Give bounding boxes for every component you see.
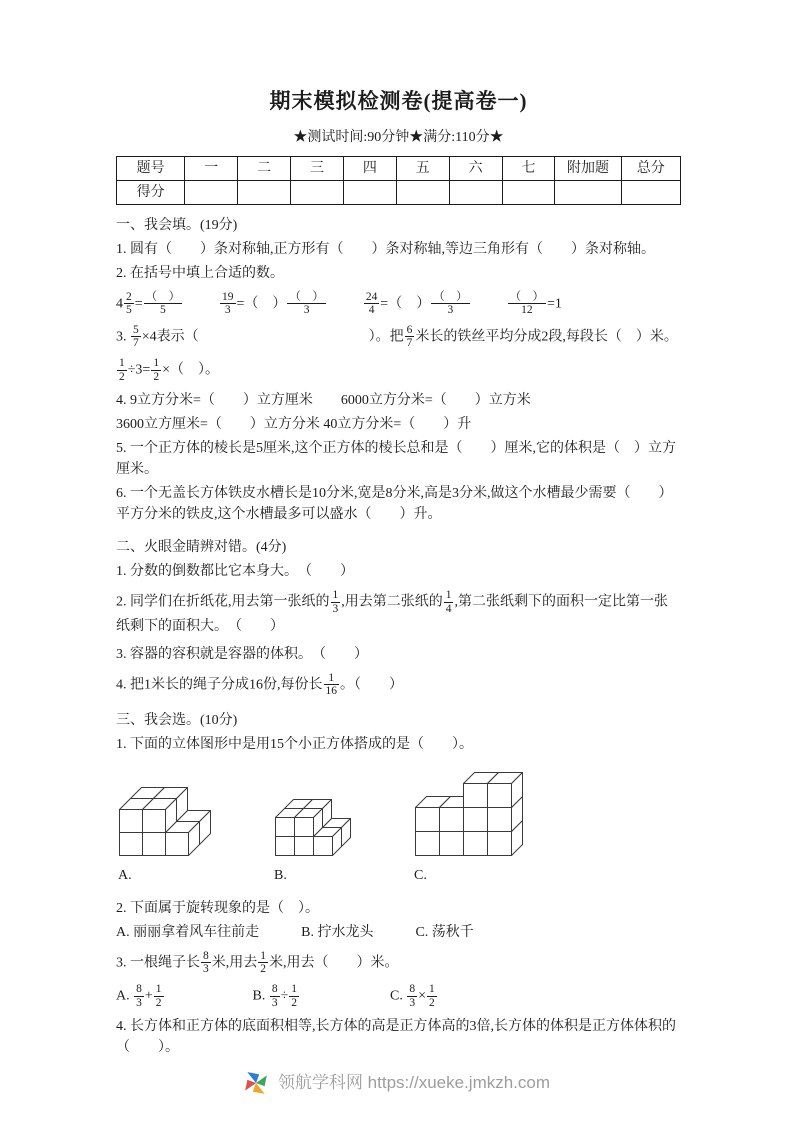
cube-figures-row [118, 771, 681, 886]
score-table-cell: 五 [396, 156, 449, 180]
s1-question-3: 3. $\frac{5}{7}$ ×4表示（ ）。把 $\frac{6}{7}$ 米长的铁丝平均分成2段,每段长（ ）米。 [116, 323, 678, 350]
cube-figure-c-label: C. [414, 867, 427, 883]
score-table-cell: 题号 [117, 156, 185, 180]
score-table-cell: 三 [291, 156, 344, 180]
fraction: $\frac{5}{7}$ [133, 323, 139, 350]
cube-figure-a-drawing [118, 786, 212, 857]
s3-question-3: 3. 一根绳子长 $\frac{8}{3}$ 米,用去 $\frac{1}{2}$ 米,用去（ ）米。 [116, 949, 399, 976]
s3-question-4: 4. 长方体和正方体的底面积相等,长方体的高是正方体高的3倍,长方体的体积是正方体体积的（ ）。 [116, 1019, 676, 1056]
s2-question-4: 4. 把1米长的绳子分成16份,每份长 $\frac{1}{16}$ 。（ ） [116, 671, 403, 698]
score-blank-cell [449, 180, 502, 204]
fraction: $\frac{1}{2}$ [428, 983, 435, 1009]
s3-question-2-options: A. 丽丽拿着风车往前走 B. 拧水龙头 C. 荡秋千 [116, 924, 474, 940]
fraction: $\frac{1}{2}$ [260, 949, 266, 976]
section1-heading: 一、我会填。(19分) [116, 217, 238, 233]
score-label-cell: 得分 [117, 180, 185, 204]
s3-question-1: 1. 下面的立体图形中是用15个小正方体搭成的是（ ）。 [116, 736, 473, 752]
s1-question-2: 2. 在括号中填上合适的数。 [116, 265, 284, 281]
score-table [116, 156, 681, 205]
score-table-cell: 总分 [621, 156, 680, 180]
exam-info-line: ★测试时间:90分钟★满分:110分★ [293, 129, 504, 145]
score-blank-cell [502, 180, 555, 204]
fraction: $\frac{1}{2}$ [291, 983, 297, 1009]
fraction: $\frac{19}{3}$ [222, 290, 234, 317]
score-table-header-row [117, 156, 681, 180]
s1-question-1: 1. 圆有（ ）条对称轴,正方形有（ ）条对称轴,等边三角形有（ ）条对称轴。 [116, 241, 655, 257]
fraction: $\frac{8}{3}$ [409, 983, 416, 1009]
fraction: $\frac{1}{16}$ [325, 671, 337, 698]
fraction: $\frac{1}{2}$ [155, 983, 162, 1009]
cube-figure-c [414, 771, 524, 886]
score-blank-cell [238, 180, 291, 204]
score-blank-cell [621, 180, 680, 204]
score-table-cell: 二 [238, 156, 291, 180]
section2-heading: 二、火眼金睛辨对错。(4分) [116, 540, 287, 556]
fraction: $\frac{( )}{3}$ [433, 290, 468, 317]
s2-question-2: 2. 同学们在折纸花,用去第一张纸的 $\frac{1}{3}$ ,用去第二张纸的 $\frac{1}{4}$ ,第二张纸剩下的面积一定比第一张纸剩下的面积大。 （ ） [116, 589, 668, 634]
s1-question-2-blanks: 4 $\frac{2}{5}$ = $\frac{( )}{5}$ $\frac{19}{3}$ =（ ） $\frac{( )}{3}$ $\frac{24}{4}$ =（ ） $\frac{( )}{3}$ $\frac{( )}{12}$ =1 [116, 290, 562, 317]
cube-figure-c-drawing [414, 771, 524, 857]
s1-question-6: 6. 一个无盖长方体铁皮水槽长是10分米,宽是8分米,高是3分米,做这个水槽最少需要（ ）平方分米的铁皮,这个水槽最多可以盛水（ ）升。 [116, 486, 673, 523]
fraction: $\frac{8}{3}$ [136, 983, 142, 1009]
fraction: $\frac{24}{4}$ [365, 290, 378, 317]
s1-question-4a: 4. 9立方分米=（ ）立方厘米 6000立方分米=（ ）立方米 [116, 393, 531, 409]
score-blank-cell [185, 180, 238, 204]
cube-figure-b-label: B. [274, 867, 287, 883]
score-table-cell: 四 [343, 156, 396, 180]
page-title: 期末模拟检测卷(提高卷一) [269, 89, 528, 113]
watermark-footer [0, 1070, 793, 1096]
fraction: $\frac{( )}{5}$ [145, 290, 181, 317]
cube-figure-a [118, 786, 212, 886]
score-table-score-row [117, 180, 681, 204]
cube-figure-a-label: A. [118, 867, 132, 883]
score-table-cell: 附加题 [555, 156, 621, 180]
fraction: $\frac{( )}{12}$ [509, 290, 545, 317]
fraction: $\frac{1}{2}$ [119, 357, 125, 383]
score-table-cell: 七 [502, 156, 555, 180]
s1-question-5: 5. 一个正方体的棱长是5厘米,这个正方体的棱长总和是（ ）厘米,它的体积是（ ）立方厘米。 [116, 441, 676, 478]
site-logo-icon [243, 1070, 269, 1096]
s3-question-3-options: A. $\frac{8}{3}$ + $\frac{1}{2}$ B. $\frac{8}{3}$ ÷ $\frac{1}{2}$ C. $\frac{8}{3}$ × $\frac{1}{2}$ [116, 983, 435, 1009]
fraction: $\frac{( )}{3}$ [289, 290, 324, 317]
cube-figure-b [274, 798, 352, 886]
cube-figure-b-drawing [274, 798, 352, 857]
fraction: $\frac{8}{3}$ [203, 949, 209, 976]
s3-question-2: 2. 下面属于旋转现象的是（ ）。 [116, 900, 319, 916]
score-blank-cell [291, 180, 344, 204]
fraction: $\frac{8}{3}$ [271, 983, 278, 1009]
fraction: $\frac{1}{3}$ [332, 589, 339, 615]
watermark-text: 领航学科网 https://xueke.jmkzh.com [277, 1073, 551, 1093]
section3-heading: 三、我会选。(10分) [116, 712, 238, 728]
s1-question-3b: $\frac{1}{2}$ ÷3= $\frac{1}{2}$ ×（ ）。 [119, 357, 219, 383]
score-table-cell: 一 [185, 156, 238, 180]
fraction: $\frac{1}{4}$ [445, 589, 452, 615]
fraction: $\frac{1}{2}$ [153, 357, 160, 383]
score-blank-cell [555, 180, 621, 204]
score-blank-cell [396, 180, 449, 204]
s2-question-1: 1. 分数的倒数都比它本身大。 （ ） [116, 564, 354, 580]
fraction: $\frac{6}{7}$ [406, 323, 413, 350]
score-blank-cell [343, 180, 396, 204]
s2-question-3: 3. 容器的容积就是容器的体积。 （ ） [116, 646, 368, 662]
s1-question-4b: 3600立方厘米=（ ）立方分米 40立方分米=（ ）升 [116, 417, 472, 433]
fraction: $\frac{2}{5}$ [126, 290, 132, 317]
score-table-cell: 六 [449, 156, 502, 180]
